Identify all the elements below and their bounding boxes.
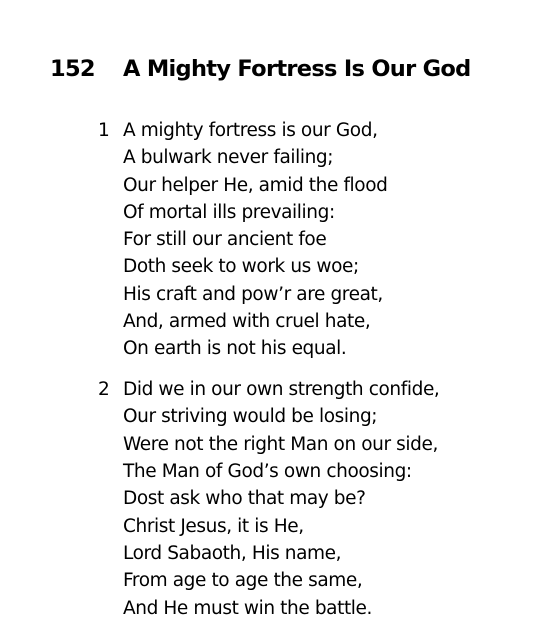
verse-number: 2 (98, 379, 110, 401)
verse-line: Lord Sabaoth, His name, (123, 542, 342, 564)
hymn-number: 152 (50, 56, 95, 82)
verse-line: A bulwark never failing; (123, 147, 334, 169)
hymn-title: A Mighty Fortress Is Our God (123, 56, 471, 82)
verse-line: His craft and pow’r are great, (123, 283, 383, 305)
verse-line: And He must win the battle. (123, 597, 373, 619)
verse-lines (123, 117, 552, 363)
verse-line: From age to age the same, (123, 570, 363, 592)
verse-line: Dost ask who that may be? (123, 488, 366, 510)
verse-line: On earth is not his equal. (123, 338, 347, 360)
verse-line: Of mortal ills prevailing: (123, 201, 335, 223)
hymn-header (50, 51, 471, 87)
verse-line: Our striving would be losing; (123, 406, 378, 428)
verse-line: A mighty fortress is our God, (123, 120, 378, 141)
verse-number: 1 (98, 120, 110, 141)
verse-line: Were not the right Man on our side, (123, 433, 438, 455)
verse-line: And, armed with cruel hate, (123, 311, 371, 333)
verse-line: Did we in our own strength confide, (123, 379, 440, 401)
verse-line: Christ Jesus, it is He, (123, 515, 304, 537)
verse-line: For still our ancient foe (123, 229, 327, 251)
verse-1 (0, 117, 552, 363)
verse-line: Doth seek to work us woe; (123, 256, 359, 278)
verse-line: The Man of God’s own choosing: (123, 461, 412, 483)
verse-2 (0, 376, 552, 622)
verse-line: Our helper He, amid the flood (123, 174, 388, 196)
verse-list (0, 117, 552, 635)
verse-lines (123, 376, 552, 622)
